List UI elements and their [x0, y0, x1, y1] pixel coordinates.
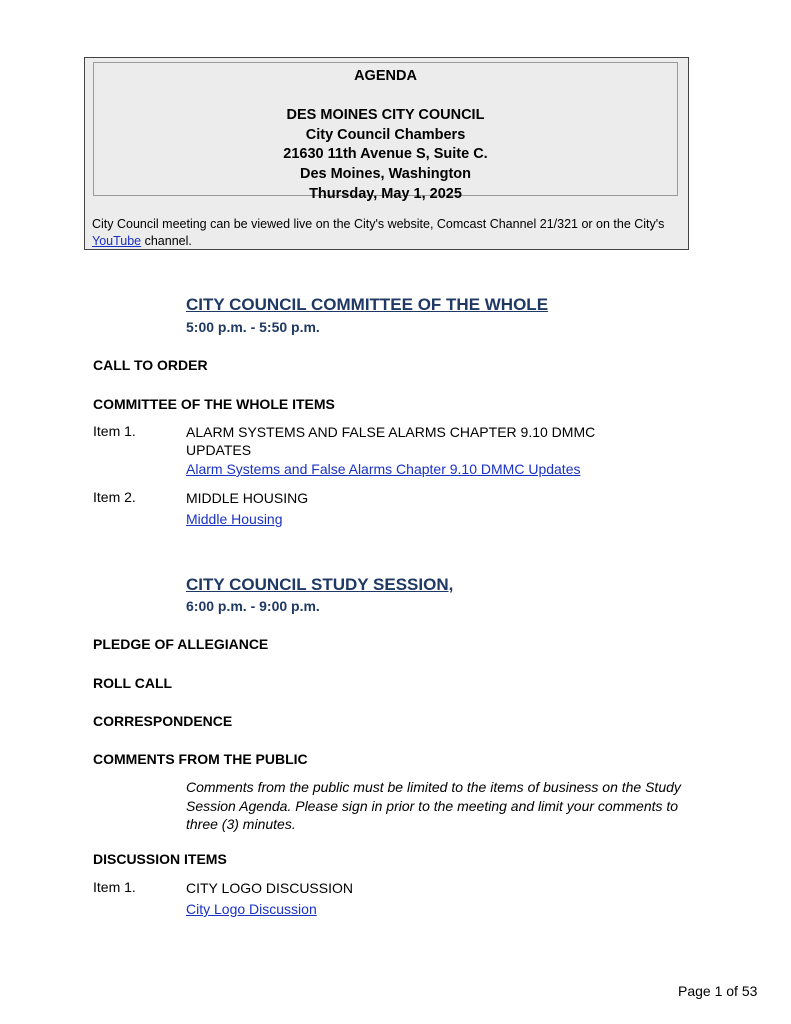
- study-section-time: 6:00 p.m. - 9:00 p.m.: [186, 598, 320, 614]
- committee-item-2-link[interactable]: Middle Housing: [186, 511, 283, 527]
- discussion-item-1-title: CITY LOGO DISCUSSION: [186, 880, 353, 896]
- council-name: DES MOINES CITY COUNCIL: [286, 107, 485, 124]
- agenda-header-title-block: [93, 62, 678, 202]
- discussion-item-1-number: Item 1.: [93, 879, 136, 895]
- viewing-info-text: City Council meeting can be viewed live on the City's website, Comcast Channel 21/321 or on the City's: [92, 217, 665, 231]
- roll-call-heading: ROLL CALL: [93, 675, 173, 691]
- public-comments-heading: COMMENTS FROM THE PUBLIC: [93, 751, 308, 767]
- committee-item-1-link[interactable]: Alarm Systems and False Alarms Chapter 9.10 DMMC Updates: [186, 461, 581, 477]
- viewing-info: [92, 216, 682, 249]
- city-line: Des Moines, Washington: [299, 165, 472, 182]
- discussion-items-heading: DISCUSSION ITEMS: [93, 851, 227, 867]
- public-comments-note: Comments from the public must be limited to the items of business on the Study Session Agenda. Please sign in prior to the meeting and limit your comments to three (3) minutes.: [186, 779, 681, 832]
- committee-items-heading: COMMITTEE OF THE WHOLE ITEMS: [93, 396, 335, 412]
- committee-item-2-title: MIDDLE HOUSING: [186, 490, 309, 506]
- committee-item-2-number: Item 2.: [93, 489, 136, 505]
- page-number: Page 1 of 53: [678, 983, 758, 999]
- committee-section-time: 5:00 p.m. - 5:50 p.m.: [186, 319, 320, 335]
- committee-section-title: CITY COUNCIL COMMITTEE OF THE WHOLE: [186, 295, 549, 314]
- call-to-order-heading: CALL TO ORDER: [93, 357, 208, 373]
- address-line: 21630 11th Avenue S, Suite C.: [283, 146, 488, 163]
- committee-item-1-number: Item 1.: [93, 423, 136, 439]
- agenda-label: AGENDA: [354, 68, 417, 84]
- committee-item-1-title: ALARM SYSTEMS AND FALSE ALARMS CHAPTER 9.10 DMMC UPDATES: [186, 424, 596, 458]
- youtube-link[interactable]: YouTube: [92, 233, 142, 248]
- correspondence-heading: CORRESPONDENCE: [93, 713, 233, 729]
- agenda-header-box: [84, 57, 689, 250]
- pledge-heading: PLEDGE OF ALLEGIANCE: [93, 636, 269, 652]
- meeting-date: Thursday, May 1, 2025: [309, 185, 462, 202]
- discussion-item-1-link[interactable]: City Logo Discussion: [186, 901, 317, 917]
- study-section-title: CITY COUNCIL STUDY SESSION,: [186, 575, 454, 594]
- chambers-name: City Council Chambers: [305, 126, 466, 143]
- viewing-info-suffix: channel.: [141, 233, 192, 248]
